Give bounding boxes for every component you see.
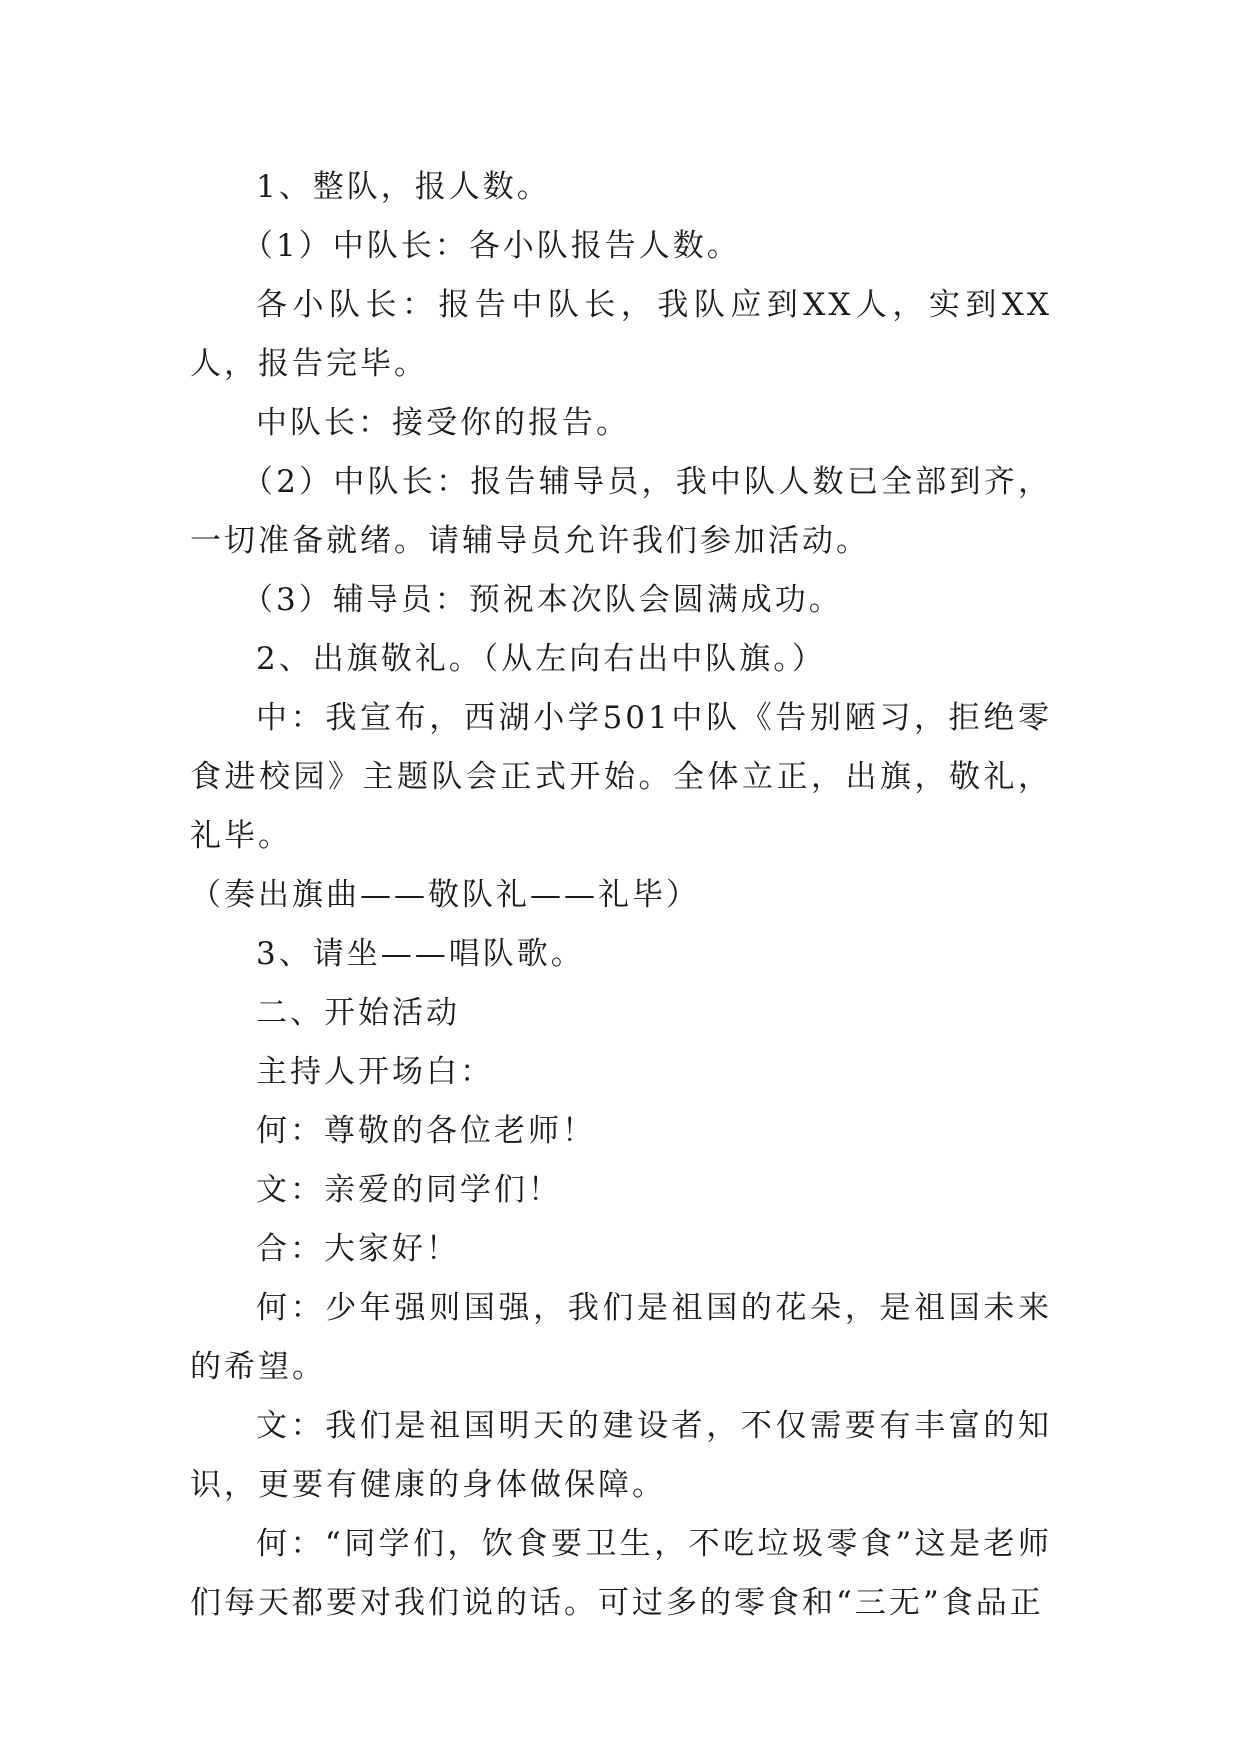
section-heading: 二、开始活动 xyxy=(256,995,460,1031)
paragraph: 3、请坐——唱队歌。 xyxy=(256,936,585,972)
paragraph: 合：大家好！ xyxy=(256,1231,460,1267)
paragraph: （3）辅导员：预祝本次队会圆满成功。 xyxy=(242,582,843,618)
paragraph: 1、整队，报人数。 xyxy=(256,169,551,205)
paragraph: 各小队长：报告中队长，我队应到XX人，实到XX人，报告完毕。 xyxy=(190,287,1052,382)
paragraph: 2、出旗敬礼。（从左向右出中队旗。） xyxy=(256,641,826,677)
document-body xyxy=(190,158,1052,1633)
paragraph: 主持人开场白： xyxy=(256,1054,494,1090)
paragraph: （奏出旗曲——敬队礼——礼毕） xyxy=(190,877,700,913)
paragraph: 何：尊敬的各位老师！ xyxy=(256,1113,596,1149)
paragraph: 中队长：接受你的报告。 xyxy=(256,405,630,441)
paragraph: （1）中队长：各小队报告人数。 xyxy=(242,228,741,264)
paragraph: （2）中队长：报告辅导员，我中队人数已全部到齐，一切准备就绪。请辅导员允许我们参加活动。 xyxy=(190,464,1052,559)
paragraph: 何：少年强则国强，我们是祖国的花朵，是祖国未来的希望。 xyxy=(190,1290,1052,1385)
paragraph: 文：亲爱的同学们！ xyxy=(256,1172,562,1208)
paragraph: 中：我宣布，西湖小学501中队《告别陋习，拒绝零食进校园》主题队会正式开始。全体立正，出旗，敬礼，礼毕。 xyxy=(190,700,1052,854)
paragraph: 何：“同学们，饮食要卫生，不吃垃圾零食”这是老师们每天都要对我们说的话。可过多的零食和“三无”食品正 xyxy=(190,1526,1052,1621)
paragraph: 文：我们是祖国明天的建设者，不仅需要有丰富的知识，更要有健康的身体做保障。 xyxy=(190,1408,1052,1503)
